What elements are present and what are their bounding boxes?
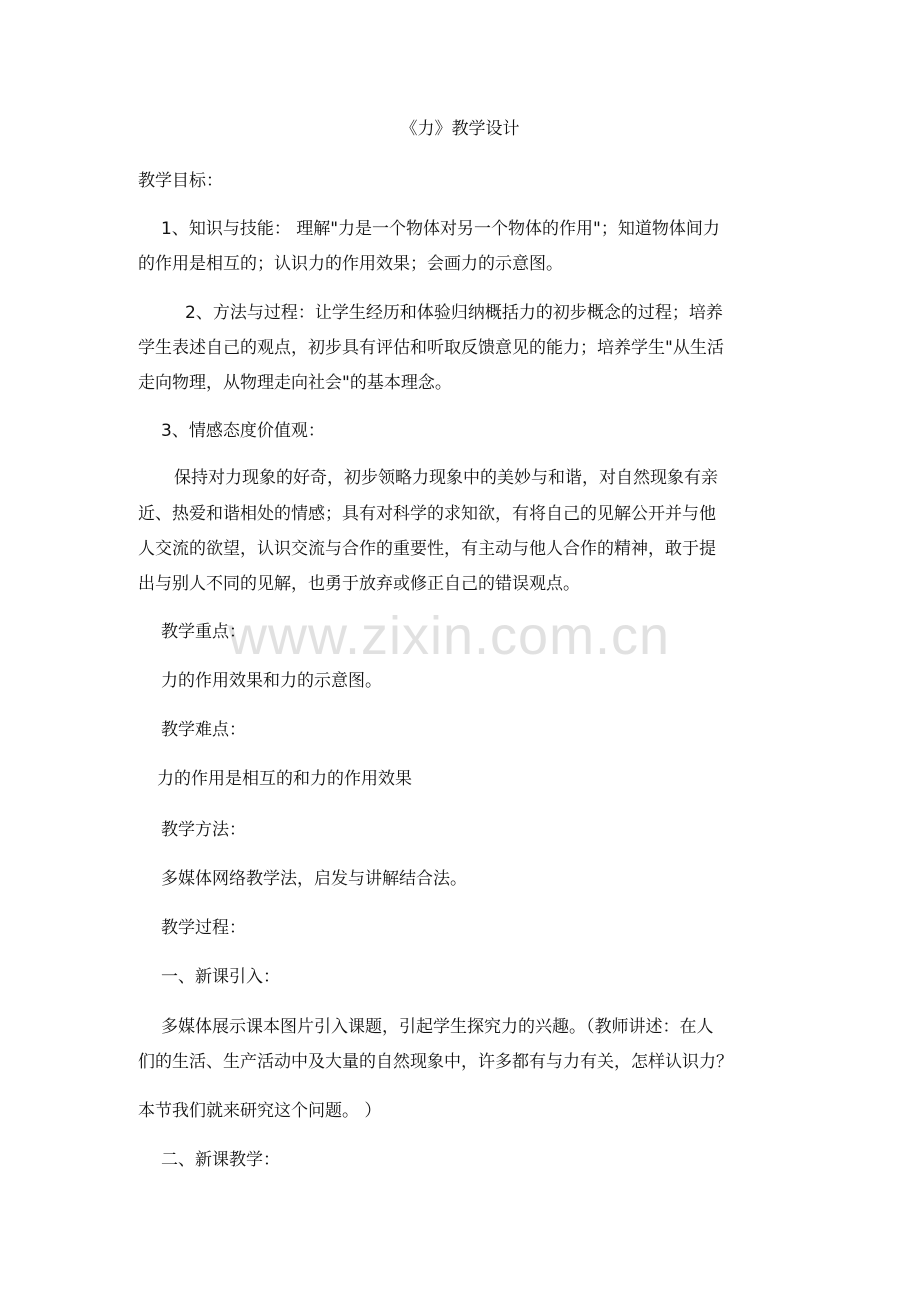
paragraph-line: 保持对力现象的好奇，初步领略力现象中的美妙与和谐，对自然现象有亲	[174, 468, 718, 488]
watermark: www.zixin.com.cn	[228, 606, 671, 666]
paragraph-line: 近、热爱和谐相处的情感；具有对科学的求知欲，有将自己的见解公开并与他	[138, 504, 716, 524]
paragraph-line: 多媒体展示课本图片引入课题，引起学生探究力的兴趣。（教师讲述：在人	[161, 1017, 714, 1037]
paragraph-line: 力的作用是相互的和力的作用效果	[157, 769, 412, 789]
document-title: 《力》教学设计	[400, 119, 520, 139]
paragraph-line: 力的作用效果和力的示意图。	[161, 671, 382, 691]
paragraph-line: 们的生活、生产活动中及大量的自然现象中，许多都有与力有关，怎样认识力？	[138, 1052, 733, 1072]
paragraph-line: 本节我们就来研究这个问题。 ）	[138, 1101, 382, 1121]
paragraph-line: 人交流的欲望，认识交流与合作的重要性，有主动与他人合作的精神，敢于提	[138, 539, 716, 559]
section-heading-objectives: 教学目标：	[138, 171, 223, 191]
subsection-heading-teaching: 二、新课教学：	[161, 1150, 280, 1170]
paragraph-line: 走向物理，从物理走向社会"的基本理念。	[138, 373, 452, 393]
paragraph-line: 学生表述自己的观点，初步具有评估和听取反馈意见的能力；培养学生"从生活	[138, 338, 724, 358]
section-heading-difficulties: 教学难点：	[161, 720, 246, 740]
section-heading-key-points: 教学重点：	[161, 622, 246, 642]
paragraph-line: 1、知识与技能： 理解"力是一个物体对另一个物体的作用"；知道物体间力	[161, 219, 720, 239]
paragraph-line: 的作用是相互的；认识力的作用效果；会画力的示意图。	[138, 254, 563, 274]
section-heading-process: 教学过程：	[161, 918, 246, 938]
section-heading-methods: 教学方法：	[161, 820, 246, 840]
paragraph-line: 2、方法与过程：让学生经历和体验归纳概括力的初步概念的过程；培养	[185, 303, 723, 323]
paragraph-line: 多媒体网络教学法，启发与讲解结合法。	[161, 869, 467, 889]
paragraph-line: 出与别人不同的见解，也勇于放弃或修正自己的错误观点。	[138, 574, 580, 594]
paragraph-line: 3、情感态度价值观：	[161, 421, 325, 441]
subsection-heading-intro: 一、新课引入：	[161, 967, 280, 987]
